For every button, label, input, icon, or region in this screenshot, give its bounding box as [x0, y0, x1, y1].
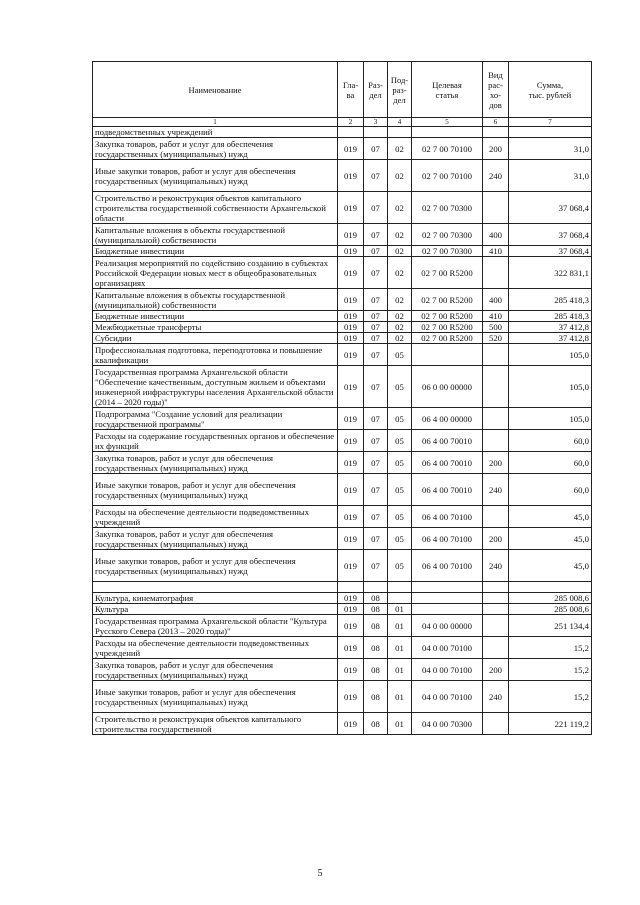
row-vid-rashodov — [483, 366, 509, 408]
row-glava: 019 — [338, 430, 364, 452]
row-razdel: 07 — [364, 366, 388, 408]
row-vid-rashodov — [483, 637, 509, 659]
row-vid-rashodov: 400 — [483, 289, 509, 311]
row-summa: 37 412,8 — [509, 333, 592, 344]
row-tselevaya-statya: 02 7 00 70100 — [412, 160, 483, 192]
row-vid-rashodov — [483, 582, 509, 593]
row-summa: 285 418,3 — [509, 311, 592, 322]
row-vid-rashodov: 400 — [483, 224, 509, 246]
row-name: Строительство и реконструкция объектов капитального строительства государственной собственности Архангельской области — [93, 192, 338, 224]
row-name: Субсидии — [93, 333, 338, 344]
row-glava: 019 — [338, 593, 364, 604]
row-razdel: 07 — [364, 452, 388, 474]
row-razdel: 07 — [364, 474, 388, 506]
table-row — [93, 246, 592, 257]
column-number: 5 — [412, 118, 483, 127]
row-podrazdel: 05 — [388, 550, 412, 582]
row-razdel: 07 — [364, 528, 388, 550]
row-summa: 31,0 — [509, 160, 592, 192]
header-name: Наименование — [93, 62, 338, 118]
row-tselevaya-statya — [412, 127, 483, 138]
row-glava: 019 — [338, 224, 364, 246]
row-vid-rashodov — [483, 257, 509, 289]
row-tselevaya-statya: 04 0 00 70300 — [412, 713, 483, 735]
row-glava: 019 — [338, 246, 364, 257]
row-summa: 60,0 — [509, 474, 592, 506]
table-row — [93, 582, 592, 593]
table-row — [93, 224, 592, 246]
row-podrazdel: 05 — [388, 506, 412, 528]
row-glava: 019 — [338, 713, 364, 735]
table-row — [93, 604, 592, 615]
row-vid-rashodov — [483, 430, 509, 452]
row-tselevaya-statya: 04 0 00 70100 — [412, 681, 483, 713]
row-razdel — [364, 582, 388, 593]
row-name: Строительство и реконструкция объектов капитального строительства государственной — [93, 713, 338, 735]
row-podrazdel: 01 — [388, 659, 412, 681]
row-name: Реализация мероприятий по содействию созданию в субъектах Российской Федерации новых мест в общеобразовательных организациях — [93, 257, 338, 289]
row-tselevaya-statya: 06 4 00 70100 — [412, 528, 483, 550]
row-glava: 019 — [338, 452, 364, 474]
row-tselevaya-statya — [412, 604, 483, 615]
row-vid-rashodov — [483, 344, 509, 366]
row-razdel: 07 — [364, 224, 388, 246]
header-podrazdel: Под- раз- дел — [388, 62, 412, 118]
table-row — [93, 550, 592, 582]
table-row — [93, 289, 592, 311]
row-vid-rashodov: 520 — [483, 333, 509, 344]
row-vid-rashodov: 410 — [483, 311, 509, 322]
row-razdel: 07 — [364, 138, 388, 160]
row-razdel: 07 — [364, 160, 388, 192]
row-name: Иные закупки товаров, работ и услуг для обеспечения государственных (муниципальных) нужд — [93, 681, 338, 713]
header-vid: Вид рас- хо- дов — [483, 62, 509, 118]
row-podrazdel: 01 — [388, 615, 412, 637]
row-podrazdel: 02 — [388, 160, 412, 192]
row-vid-rashodov: 240 — [483, 474, 509, 506]
row-podrazdel: 02 — [388, 333, 412, 344]
row-summa: 285 418,3 — [509, 289, 592, 311]
row-vid-rashodov: 200 — [483, 138, 509, 160]
table-row — [93, 506, 592, 528]
row-glava: 019 — [338, 615, 364, 637]
row-vid-rashodov — [483, 408, 509, 430]
row-podrazdel: 05 — [388, 474, 412, 506]
row-summa: 37 412,8 — [509, 322, 592, 333]
row-name: Закупка товаров, работ и услуг для обеспечения государственных (муниципальных) нужд — [93, 659, 338, 681]
row-vid-rashodov — [483, 713, 509, 735]
row-razdel: 07 — [364, 322, 388, 333]
row-podrazdel: 05 — [388, 366, 412, 408]
row-tselevaya-statya: 02 7 00 70300 — [412, 192, 483, 224]
row-tselevaya-statya: 02 7 00 R5200 — [412, 289, 483, 311]
column-number: 4 — [388, 118, 412, 127]
row-vid-rashodov: 500 — [483, 322, 509, 333]
row-podrazdel: 01 — [388, 713, 412, 735]
row-summa: 251 134,4 — [509, 615, 592, 637]
row-summa: 221 119,2 — [509, 713, 592, 735]
table-row — [93, 138, 592, 160]
row-podrazdel: 05 — [388, 430, 412, 452]
row-summa: 37 068,4 — [509, 224, 592, 246]
row-podrazdel: 02 — [388, 192, 412, 224]
row-podrazdel: 02 — [388, 289, 412, 311]
row-razdel: 07 — [364, 430, 388, 452]
row-razdel: 08 — [364, 593, 388, 604]
row-vid-rashodov — [483, 615, 509, 637]
row-podrazdel: 01 — [388, 604, 412, 615]
row-razdel: 08 — [364, 681, 388, 713]
row-tselevaya-statya: 02 7 00 R5200 — [412, 257, 483, 289]
row-tselevaya-statya: 02 7 00 R5200 — [412, 333, 483, 344]
row-glava: 019 — [338, 289, 364, 311]
row-glava: 019 — [338, 257, 364, 289]
row-glava: 019 — [338, 311, 364, 322]
table-row — [93, 333, 592, 344]
row-vid-rashodov — [483, 192, 509, 224]
row-glava: 019 — [338, 333, 364, 344]
table-header-row — [93, 62, 592, 118]
row-name: Капитальные вложения в объекты государственной (муниципальной) собственности — [93, 289, 338, 311]
row-vid-rashodov: 240 — [483, 550, 509, 582]
row-summa: 285 008,6 — [509, 593, 592, 604]
table-row — [93, 408, 592, 430]
row-razdel: 07 — [364, 333, 388, 344]
column-number: 3 — [364, 118, 388, 127]
row-summa: 31,0 — [509, 138, 592, 160]
row-vid-rashodov: 200 — [483, 659, 509, 681]
row-name: Расходы на обеспечение деятельности подведомственных учреждений — [93, 637, 338, 659]
row-podrazdel: 05 — [388, 528, 412, 550]
row-tselevaya-statya: 04 0 00 70100 — [412, 659, 483, 681]
row-podrazdel: 05 — [388, 344, 412, 366]
row-glava — [338, 582, 364, 593]
table-row — [93, 593, 592, 604]
row-name: Закупка товаров, работ и услуг для обеспечения государственных (муниципальных) нужд — [93, 528, 338, 550]
row-tselevaya-statya: 06 4 00 70100 — [412, 506, 483, 528]
row-glava: 019 — [338, 344, 364, 366]
row-name: Закупка товаров, работ и услуг для обеспечения государственных (муниципальных) нужд — [93, 138, 338, 160]
row-razdel: 07 — [364, 344, 388, 366]
row-tselevaya-statya: 06 4 00 70010 — [412, 474, 483, 506]
row-summa: 15,2 — [509, 659, 592, 681]
row-vid-rashodov: 240 — [483, 160, 509, 192]
row-vid-rashodov — [483, 593, 509, 604]
column-number: 6 — [483, 118, 509, 127]
row-podrazdel: 05 — [388, 452, 412, 474]
row-summa: 60,0 — [509, 430, 592, 452]
row-name: Иные закупки товаров, работ и услуг для обеспечения государственных (муниципальных) нужд — [93, 160, 338, 192]
table-row — [93, 311, 592, 322]
table-row — [93, 713, 592, 735]
row-glava: 019 — [338, 528, 364, 550]
table-row — [93, 344, 592, 366]
table-row — [93, 681, 592, 713]
row-glava — [338, 127, 364, 138]
row-name — [93, 582, 338, 593]
table-row — [93, 452, 592, 474]
row-razdel — [364, 127, 388, 138]
table-row — [93, 615, 592, 637]
row-razdel: 08 — [364, 713, 388, 735]
row-podrazdel: 02 — [388, 311, 412, 322]
table-row — [93, 430, 592, 452]
row-glava: 019 — [338, 659, 364, 681]
row-glava: 019 — [338, 160, 364, 192]
row-podrazdel: 02 — [388, 246, 412, 257]
row-glava: 019 — [338, 637, 364, 659]
row-podrazdel: 01 — [388, 637, 412, 659]
row-razdel: 07 — [364, 289, 388, 311]
row-summa — [509, 127, 592, 138]
row-summa: 322 831,1 — [509, 257, 592, 289]
row-podrazdel — [388, 127, 412, 138]
row-name: Капитальные вложения в объекты государственной (муниципальной) собственности — [93, 224, 338, 246]
row-glava: 019 — [338, 604, 364, 615]
row-name: Профессиональная подготовка, переподготовка и повышение квалификации — [93, 344, 338, 366]
row-vid-rashodov — [483, 127, 509, 138]
header-tselevaya: Целевая статья — [412, 62, 483, 118]
header-summa: Сумма, тыс. рублей — [509, 62, 592, 118]
row-razdel: 08 — [364, 615, 388, 637]
budget-table — [92, 61, 592, 735]
row-podrazdel: 02 — [388, 322, 412, 333]
row-glava: 019 — [338, 192, 364, 224]
row-tselevaya-statya: 02 7 00 R5200 — [412, 311, 483, 322]
row-glava: 019 — [338, 474, 364, 506]
row-summa: 105,0 — [509, 366, 592, 408]
row-name: Межбюджетные трансферты — [93, 322, 338, 333]
row-razdel: 07 — [364, 192, 388, 224]
row-summa: 15,2 — [509, 681, 592, 713]
row-tselevaya-statya: 06 0 00 00000 — [412, 366, 483, 408]
row-podrazdel: 02 — [388, 224, 412, 246]
row-glava: 019 — [338, 550, 364, 582]
row-glava: 019 — [338, 408, 364, 430]
row-tselevaya-statya: 06 4 00 00000 — [412, 408, 483, 430]
row-podrazdel — [388, 593, 412, 604]
row-tselevaya-statya: 06 4 00 70010 — [412, 430, 483, 452]
row-summa: 45,0 — [509, 550, 592, 582]
header-razdel: Раз- дел — [364, 62, 388, 118]
header-glava: Гла- ва — [338, 62, 364, 118]
column-number: 2 — [338, 118, 364, 127]
row-podrazdel: 02 — [388, 138, 412, 160]
row-vid-rashodov: 200 — [483, 452, 509, 474]
row-summa: 105,0 — [509, 408, 592, 430]
table-row — [93, 160, 592, 192]
table-row — [93, 637, 592, 659]
table-body — [93, 127, 592, 735]
row-name: Расходы на обеспечение деятельности подведомственных учреждений — [93, 506, 338, 528]
column-number: 7 — [509, 118, 592, 127]
row-name: подведомственных учреждений — [93, 127, 338, 138]
row-razdel: 08 — [364, 604, 388, 615]
row-name: Иные закупки товаров, работ и услуг для обеспечения государственных (муниципальных) нужд — [93, 474, 338, 506]
row-podrazdel — [388, 582, 412, 593]
row-tselevaya-statya — [412, 593, 483, 604]
row-podrazdel: 02 — [388, 257, 412, 289]
row-tselevaya-statya: 02 7 00 70100 — [412, 138, 483, 160]
row-razdel: 07 — [364, 311, 388, 322]
row-name: Государственная программа Архангельской области "Культура Русского Севера (2013 – 2020 годы)" — [93, 615, 338, 637]
row-razdel: 07 — [364, 408, 388, 430]
row-tselevaya-statya: 04 0 00 00000 — [412, 615, 483, 637]
table-row — [93, 322, 592, 333]
row-glava: 019 — [338, 506, 364, 528]
row-razdel: 08 — [364, 659, 388, 681]
row-tselevaya-statya: 04 0 00 70100 — [412, 637, 483, 659]
row-summa: 285 008,6 — [509, 604, 592, 615]
table-row — [93, 659, 592, 681]
row-glava: 019 — [338, 138, 364, 160]
row-name: Культура — [93, 604, 338, 615]
page-number: 5 — [317, 868, 323, 879]
row-name: Расходы на содержание государственных органов и обеспечение их функций — [93, 430, 338, 452]
row-name: Бюджетные инвестиции — [93, 246, 338, 257]
row-name: Иные закупки товаров, работ и услуг для обеспечения государственных (муниципальных) нужд — [93, 550, 338, 582]
row-summa: 37 068,4 — [509, 246, 592, 257]
row-name: Бюджетные инвестиции — [93, 311, 338, 322]
row-podrazdel: 01 — [388, 681, 412, 713]
table-row — [93, 127, 592, 138]
row-name: Подпрограмма "Создание условий для реализации государственной программы" — [93, 408, 338, 430]
row-glava: 019 — [338, 366, 364, 408]
row-vid-rashodov: 200 — [483, 528, 509, 550]
row-summa: 60,0 — [509, 452, 592, 474]
table-row — [93, 257, 592, 289]
row-vid-rashodov: 410 — [483, 246, 509, 257]
row-summa: 37 068,4 — [509, 192, 592, 224]
row-summa: 15,2 — [509, 637, 592, 659]
row-razdel: 07 — [364, 506, 388, 528]
row-summa: 45,0 — [509, 528, 592, 550]
row-tselevaya-statya: 06 4 00 70100 — [412, 550, 483, 582]
row-summa: 45,0 — [509, 506, 592, 528]
row-name: Закупка товаров, работ и услуг для обеспечения государственных (муниципальных) нужд — [93, 452, 338, 474]
row-glava: 019 — [338, 322, 364, 333]
row-tselevaya-statya: 02 7 00 70300 — [412, 246, 483, 257]
row-vid-rashodov: 240 — [483, 681, 509, 713]
row-razdel: 07 — [364, 257, 388, 289]
row-tselevaya-statya — [412, 344, 483, 366]
row-podrazdel: 05 — [388, 408, 412, 430]
column-number-row — [93, 118, 592, 127]
row-razdel: 07 — [364, 246, 388, 257]
row-glava: 019 — [338, 681, 364, 713]
table-row — [93, 366, 592, 408]
row-razdel: 07 — [364, 550, 388, 582]
row-tselevaya-statya: 06 4 00 70010 — [412, 452, 483, 474]
table-row — [93, 192, 592, 224]
column-number: 1 — [93, 118, 338, 127]
table-row — [93, 474, 592, 506]
row-razdel: 08 — [364, 637, 388, 659]
row-tselevaya-statya: 02 7 00 70300 — [412, 224, 483, 246]
row-tselevaya-statya — [412, 582, 483, 593]
row-summa — [509, 582, 592, 593]
row-tselevaya-statya: 02 7 00 R5200 — [412, 322, 483, 333]
row-name: Культура, кинематография — [93, 593, 338, 604]
row-summa: 105,0 — [509, 344, 592, 366]
row-vid-rashodov — [483, 604, 509, 615]
row-vid-rashodov — [483, 506, 509, 528]
table-row — [93, 528, 592, 550]
row-name: Государственная программа Архангельской области "Обеспечение качественным, доступным жильем и объектами инженерной инфраструктуры населения Архангельской области (2014 – 2020 годы)" — [93, 366, 338, 408]
